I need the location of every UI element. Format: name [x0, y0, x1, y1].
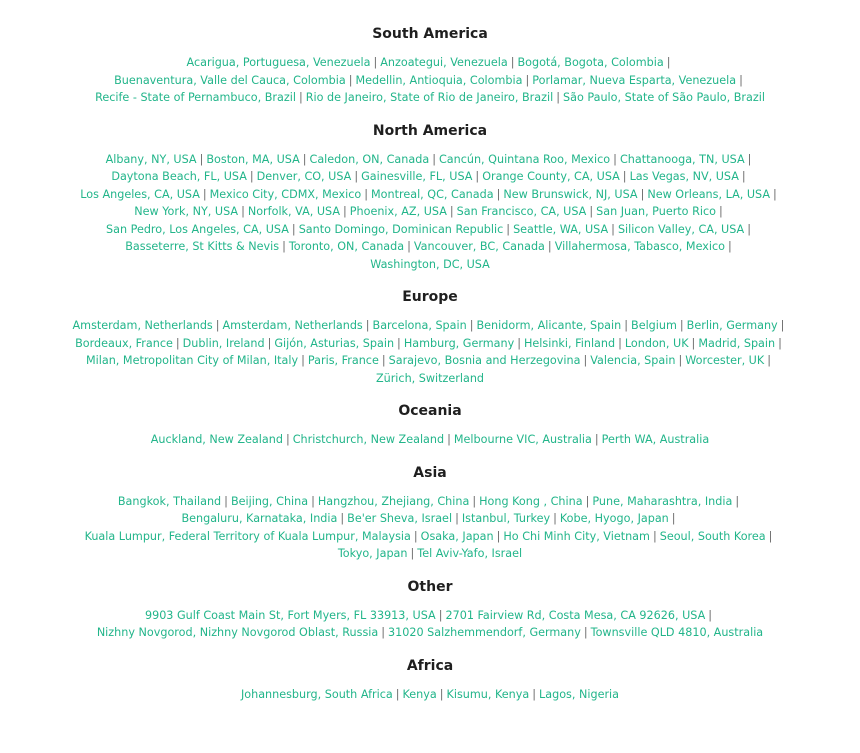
location-link[interactable]: Acarigua, Portuguesa, Venezuela	[186, 56, 371, 69]
separator: |	[449, 205, 454, 218]
location-link[interactable]: São Paulo, State of São Paulo, Brazil	[562, 91, 765, 104]
location-link[interactable]: Cancún, Quintana Roo, Mexico	[438, 152, 611, 166]
separator: |	[510, 56, 515, 69]
location-link[interactable]: San Pedro, Los Angeles, CA, USA	[106, 222, 289, 236]
separator: |	[373, 56, 378, 69]
separator: |	[525, 73, 530, 87]
separator: |	[678, 354, 683, 367]
location-link[interactable]: Hangzhou, Zhejiang, China	[317, 494, 470, 508]
separator: |	[589, 205, 594, 218]
location-link[interactable]: Christchurch, New Zealand	[292, 433, 445, 446]
location-link[interactable]: San Juan, Puerto Rico	[596, 205, 716, 218]
location-line	[70, 186, 790, 204]
separator: |	[455, 512, 459, 525]
separator: |	[285, 433, 290, 446]
location-line	[70, 256, 790, 274]
separator: |	[767, 354, 771, 367]
location-link[interactable]: Anzoategui, Venezuela	[380, 56, 508, 69]
region-south-america	[0, 24, 860, 107]
location-link[interactable]: Las Vegas, NV, USA	[629, 170, 739, 183]
separator: |	[291, 222, 296, 236]
location-link[interactable]: Bangkok, Thailand	[117, 494, 222, 508]
location-link[interactable]: Ho Chi Minh City, Vietnam	[503, 529, 650, 543]
location-link[interactable]: Barcelona, Spain	[372, 319, 467, 332]
region-europe	[0, 287, 860, 387]
location-link[interactable]: Bordeaux, France	[75, 336, 173, 350]
separator: |	[718, 205, 723, 218]
location-line	[63, 335, 798, 353]
separator: |	[365, 319, 370, 332]
separator: |	[354, 170, 359, 183]
location-line	[70, 686, 790, 704]
separator: |	[640, 187, 645, 201]
separator: |	[679, 319, 684, 332]
location-link[interactable]: Medellin, Antioquia, Colombia	[355, 73, 523, 87]
separator: |	[348, 73, 353, 87]
separator: |	[739, 73, 743, 87]
location-link[interactable]: Toronto, ON, Canada	[288, 240, 405, 253]
location-list	[70, 607, 790, 642]
location-line	[70, 238, 790, 256]
separator: |	[735, 494, 740, 508]
location-line	[70, 89, 790, 107]
location-link[interactable]: Kenya	[402, 687, 437, 701]
location-line	[70, 203, 790, 221]
separator: |	[741, 170, 746, 183]
separator: |	[583, 354, 588, 367]
location-line	[63, 370, 798, 388]
location-link[interactable]: Basseterre, St Kitts & Nevis	[125, 240, 280, 253]
location-link[interactable]: Belgium	[631, 319, 677, 332]
separator: |	[410, 547, 415, 560]
location-link[interactable]: Paris, France	[307, 354, 379, 367]
location-link[interactable]: Helsinki, Finland	[524, 336, 616, 350]
location-link[interactable]: Phoenix, AZ, USA	[349, 205, 447, 218]
separator: |	[517, 336, 521, 350]
location-link[interactable]: 31020 Salzhemmendorf, Germany	[388, 626, 581, 639]
location-link[interactable]: Chattanooga, TN, USA	[619, 152, 745, 166]
location-list	[70, 431, 790, 449]
location-line	[63, 317, 798, 335]
location-link[interactable]: Albany, NY, USA	[105, 152, 197, 166]
location-line	[70, 431, 790, 449]
location-link[interactable]: Perth WA, Australia	[601, 433, 710, 446]
separator: |	[249, 170, 254, 183]
separator: |	[708, 608, 713, 622]
separator: |	[532, 687, 537, 701]
location-link[interactable]: Milan, Metropolitan City of Milan, Italy	[85, 354, 299, 367]
separator: |	[447, 433, 451, 446]
location-link[interactable]: Istanbul, Turkey	[461, 512, 551, 525]
separator: |	[666, 56, 671, 69]
location-link[interactable]: Bogotá, Bogota, Colombia	[517, 56, 664, 69]
location-link[interactable]: Berlin, Germany	[686, 319, 778, 332]
location-link[interactable]: New Orleans, LA, USA	[647, 187, 770, 201]
separator: |	[773, 187, 777, 201]
location-link[interactable]: Mexico City, CDMX, Mexico	[209, 187, 362, 201]
location-link[interactable]: San Francisco, CA, USA	[456, 205, 587, 218]
separator: |	[583, 626, 588, 639]
location-link[interactable]: 2701 Fairview Rd, Costa Mesa, CA 92626, USA	[445, 608, 706, 622]
location-link[interactable]: Townsville QLD 4810, Australia	[590, 626, 764, 639]
location-link[interactable]: Vancouver, BC, Canada	[413, 240, 545, 253]
location-line	[63, 352, 798, 370]
location-link[interactable]: Recife - State of Pernambuco, Brazil	[95, 91, 296, 104]
location-link[interactable]: Washington, DC, USA	[370, 257, 490, 271]
location-link[interactable]: Caledon, ON, Canada	[309, 152, 430, 166]
location-link[interactable]: Kobe, Hyogo, Japan	[559, 512, 669, 525]
location-line	[70, 624, 790, 642]
location-line	[70, 221, 790, 239]
separator: |	[611, 222, 615, 236]
location-link[interactable]: Amsterdam, Netherlands	[72, 319, 213, 332]
separator: |	[622, 170, 627, 183]
separator: |	[553, 512, 557, 525]
location-link[interactable]: Johannesburg, South Africa	[240, 687, 393, 701]
separator: |	[671, 512, 676, 525]
location-link[interactable]: Porlamar, Nueva Esparta, Venezuela	[532, 73, 737, 87]
location-link[interactable]: Boston, MA, USA	[206, 152, 300, 166]
separator: |	[175, 336, 180, 350]
location-link[interactable]: Tokyo, Japan	[337, 547, 408, 560]
region-asia	[0, 463, 860, 563]
location-link[interactable]: Gijón, Asturias, Spain	[274, 336, 395, 350]
location-line	[70, 528, 790, 546]
separator: |	[267, 336, 272, 350]
region-title: North America	[372, 122, 488, 139]
location-line	[70, 510, 790, 528]
location-link[interactable]: Valencia, Spain	[590, 354, 676, 367]
separator: |	[224, 494, 228, 508]
region-title: Africa	[406, 657, 454, 674]
separator: |	[691, 336, 696, 350]
separator: |	[727, 240, 732, 253]
location-link[interactable]: Gainesville, FL, USA	[361, 170, 473, 183]
region-title: Oceania	[398, 403, 462, 419]
location-link[interactable]: Auckland, New Zealand	[150, 433, 283, 446]
separator: |	[381, 626, 386, 639]
separator: |	[298, 91, 303, 104]
location-link[interactable]: Denver, CO, USA	[256, 170, 352, 183]
location-line	[70, 493, 790, 511]
separator: |	[469, 319, 474, 332]
location-link[interactable]: Nizhny Novgorod, Nizhny Novgorod Oblast, Russia	[96, 626, 379, 639]
location-link[interactable]: Tel Aviv-Yafo, Israel	[417, 547, 523, 560]
separator: |	[241, 205, 245, 218]
separator: |	[432, 152, 436, 166]
location-list	[70, 151, 790, 274]
location-link[interactable]: New Brunswick, NJ, USA	[503, 187, 638, 201]
location-list	[63, 317, 798, 387]
location-link[interactable]: Seattle, WA, USA	[513, 222, 609, 236]
separator: |	[413, 529, 418, 543]
location-link[interactable]: Madrid, Spain	[698, 336, 776, 350]
location-link[interactable]: Kuala Lumpur, Federal Territory of Kuala Lumpur, Malaysia	[84, 529, 411, 543]
location-link[interactable]: Zürich, Switzerland	[375, 371, 485, 385]
location-link[interactable]: Hong Kong , China	[479, 494, 583, 508]
separator: |	[613, 152, 617, 166]
separator: |	[768, 529, 773, 543]
location-link[interactable]: Santo Domingo, Dominican Republic	[298, 222, 504, 236]
location-link[interactable]: Dublin, Ireland	[182, 336, 265, 350]
separator: |	[199, 152, 204, 166]
location-link[interactable]: Amsterdam, Netherlands	[222, 319, 363, 332]
region-north-america	[0, 121, 860, 274]
location-link[interactable]: Kisumu, Kenya	[446, 687, 530, 701]
location-link[interactable]: Worcester, UK	[685, 354, 765, 367]
location-link[interactable]: Osaka, Japan	[420, 529, 494, 543]
region-other	[0, 577, 860, 642]
separator: |	[472, 494, 477, 508]
separator: |	[585, 494, 590, 508]
location-link[interactable]: 9903 Gulf Coast Main St, Fort Myers, FL 33913, USA	[144, 608, 436, 622]
location-link[interactable]: Orange County, CA, USA	[482, 170, 620, 183]
separator: |	[618, 336, 622, 350]
location-line	[70, 151, 790, 169]
region-title: Asia	[413, 464, 447, 481]
location-list	[70, 54, 790, 107]
separator: |	[556, 91, 560, 104]
region-africa	[0, 656, 860, 704]
region-title: Europe	[402, 289, 458, 305]
location-link[interactable]: Hamburg, Germany	[403, 336, 515, 350]
location-link[interactable]: New York, NY, USA	[134, 205, 239, 218]
separator: |	[780, 319, 785, 332]
separator: |	[624, 319, 629, 332]
location-link[interactable]: London, UK	[624, 336, 689, 350]
separator: |	[364, 187, 368, 201]
separator: |	[302, 152, 307, 166]
location-link[interactable]: Los Angeles, CA, USA	[80, 187, 200, 201]
location-link[interactable]: Rio de Janeiro, State of Rio de Janeiro, Brazil	[305, 91, 554, 104]
region-title: South America	[372, 26, 488, 42]
region-title: Other	[407, 578, 453, 595]
location-link[interactable]: Beijing, China	[230, 494, 309, 508]
location-link[interactable]: Pune, Maharashtra, India	[592, 494, 733, 508]
separator: |	[397, 336, 401, 350]
location-link[interactable]: Lagos, Nigeria	[539, 687, 620, 701]
location-link[interactable]: Silicon Valley, CA, USA	[617, 222, 745, 236]
region-oceania	[0, 401, 860, 449]
location-link[interactable]: Be'er Sheva, Israel	[347, 512, 453, 525]
location-link[interactable]: Villahermosa, Tabasco, Mexico	[554, 240, 725, 253]
location-link[interactable]: Buenaventura, Valle del Cauca, Colombia	[114, 73, 346, 87]
separator: |	[778, 336, 782, 350]
separator: |	[496, 187, 501, 201]
location-link[interactable]: Daytona Beach, FL, USA	[111, 170, 247, 183]
separator: |	[547, 240, 552, 253]
separator: |	[747, 152, 752, 166]
location-link[interactable]: Bengaluru, Karnataka, India	[181, 512, 338, 525]
location-line	[70, 545, 790, 563]
location-line	[70, 607, 790, 625]
separator: |	[381, 354, 386, 367]
location-line	[70, 72, 790, 90]
separator: |	[395, 687, 400, 701]
separator: |	[438, 608, 443, 622]
location-link[interactable]: Montreal, QC, Canada	[371, 187, 494, 201]
location-link[interactable]: Norfolk, VA, USA	[247, 205, 340, 218]
location-line	[70, 168, 790, 186]
separator: |	[202, 187, 207, 201]
location-list	[70, 686, 790, 704]
separator: |	[343, 205, 347, 218]
location-link[interactable]: Seoul, South Korea	[659, 529, 766, 543]
separator: |	[594, 433, 599, 446]
separator: |	[301, 354, 305, 367]
separator: |	[475, 170, 480, 183]
separator: |	[747, 222, 751, 236]
separator: |	[340, 512, 345, 525]
location-link[interactable]: Melbourne VIC, Australia	[453, 433, 592, 446]
location-list	[70, 493, 790, 563]
separator: |	[652, 529, 657, 543]
location-link[interactable]: Benidorm, Alicante, Spain	[476, 319, 622, 332]
separator: |	[282, 240, 286, 253]
location-link[interactable]: Sarajevo, Bosnia and Herzegovina	[388, 354, 581, 367]
separator: |	[439, 687, 444, 701]
location-line	[70, 54, 790, 72]
separator: |	[496, 529, 501, 543]
separator: |	[407, 240, 411, 253]
separator: |	[506, 222, 511, 236]
separator: |	[215, 319, 220, 332]
separator: |	[311, 494, 315, 508]
